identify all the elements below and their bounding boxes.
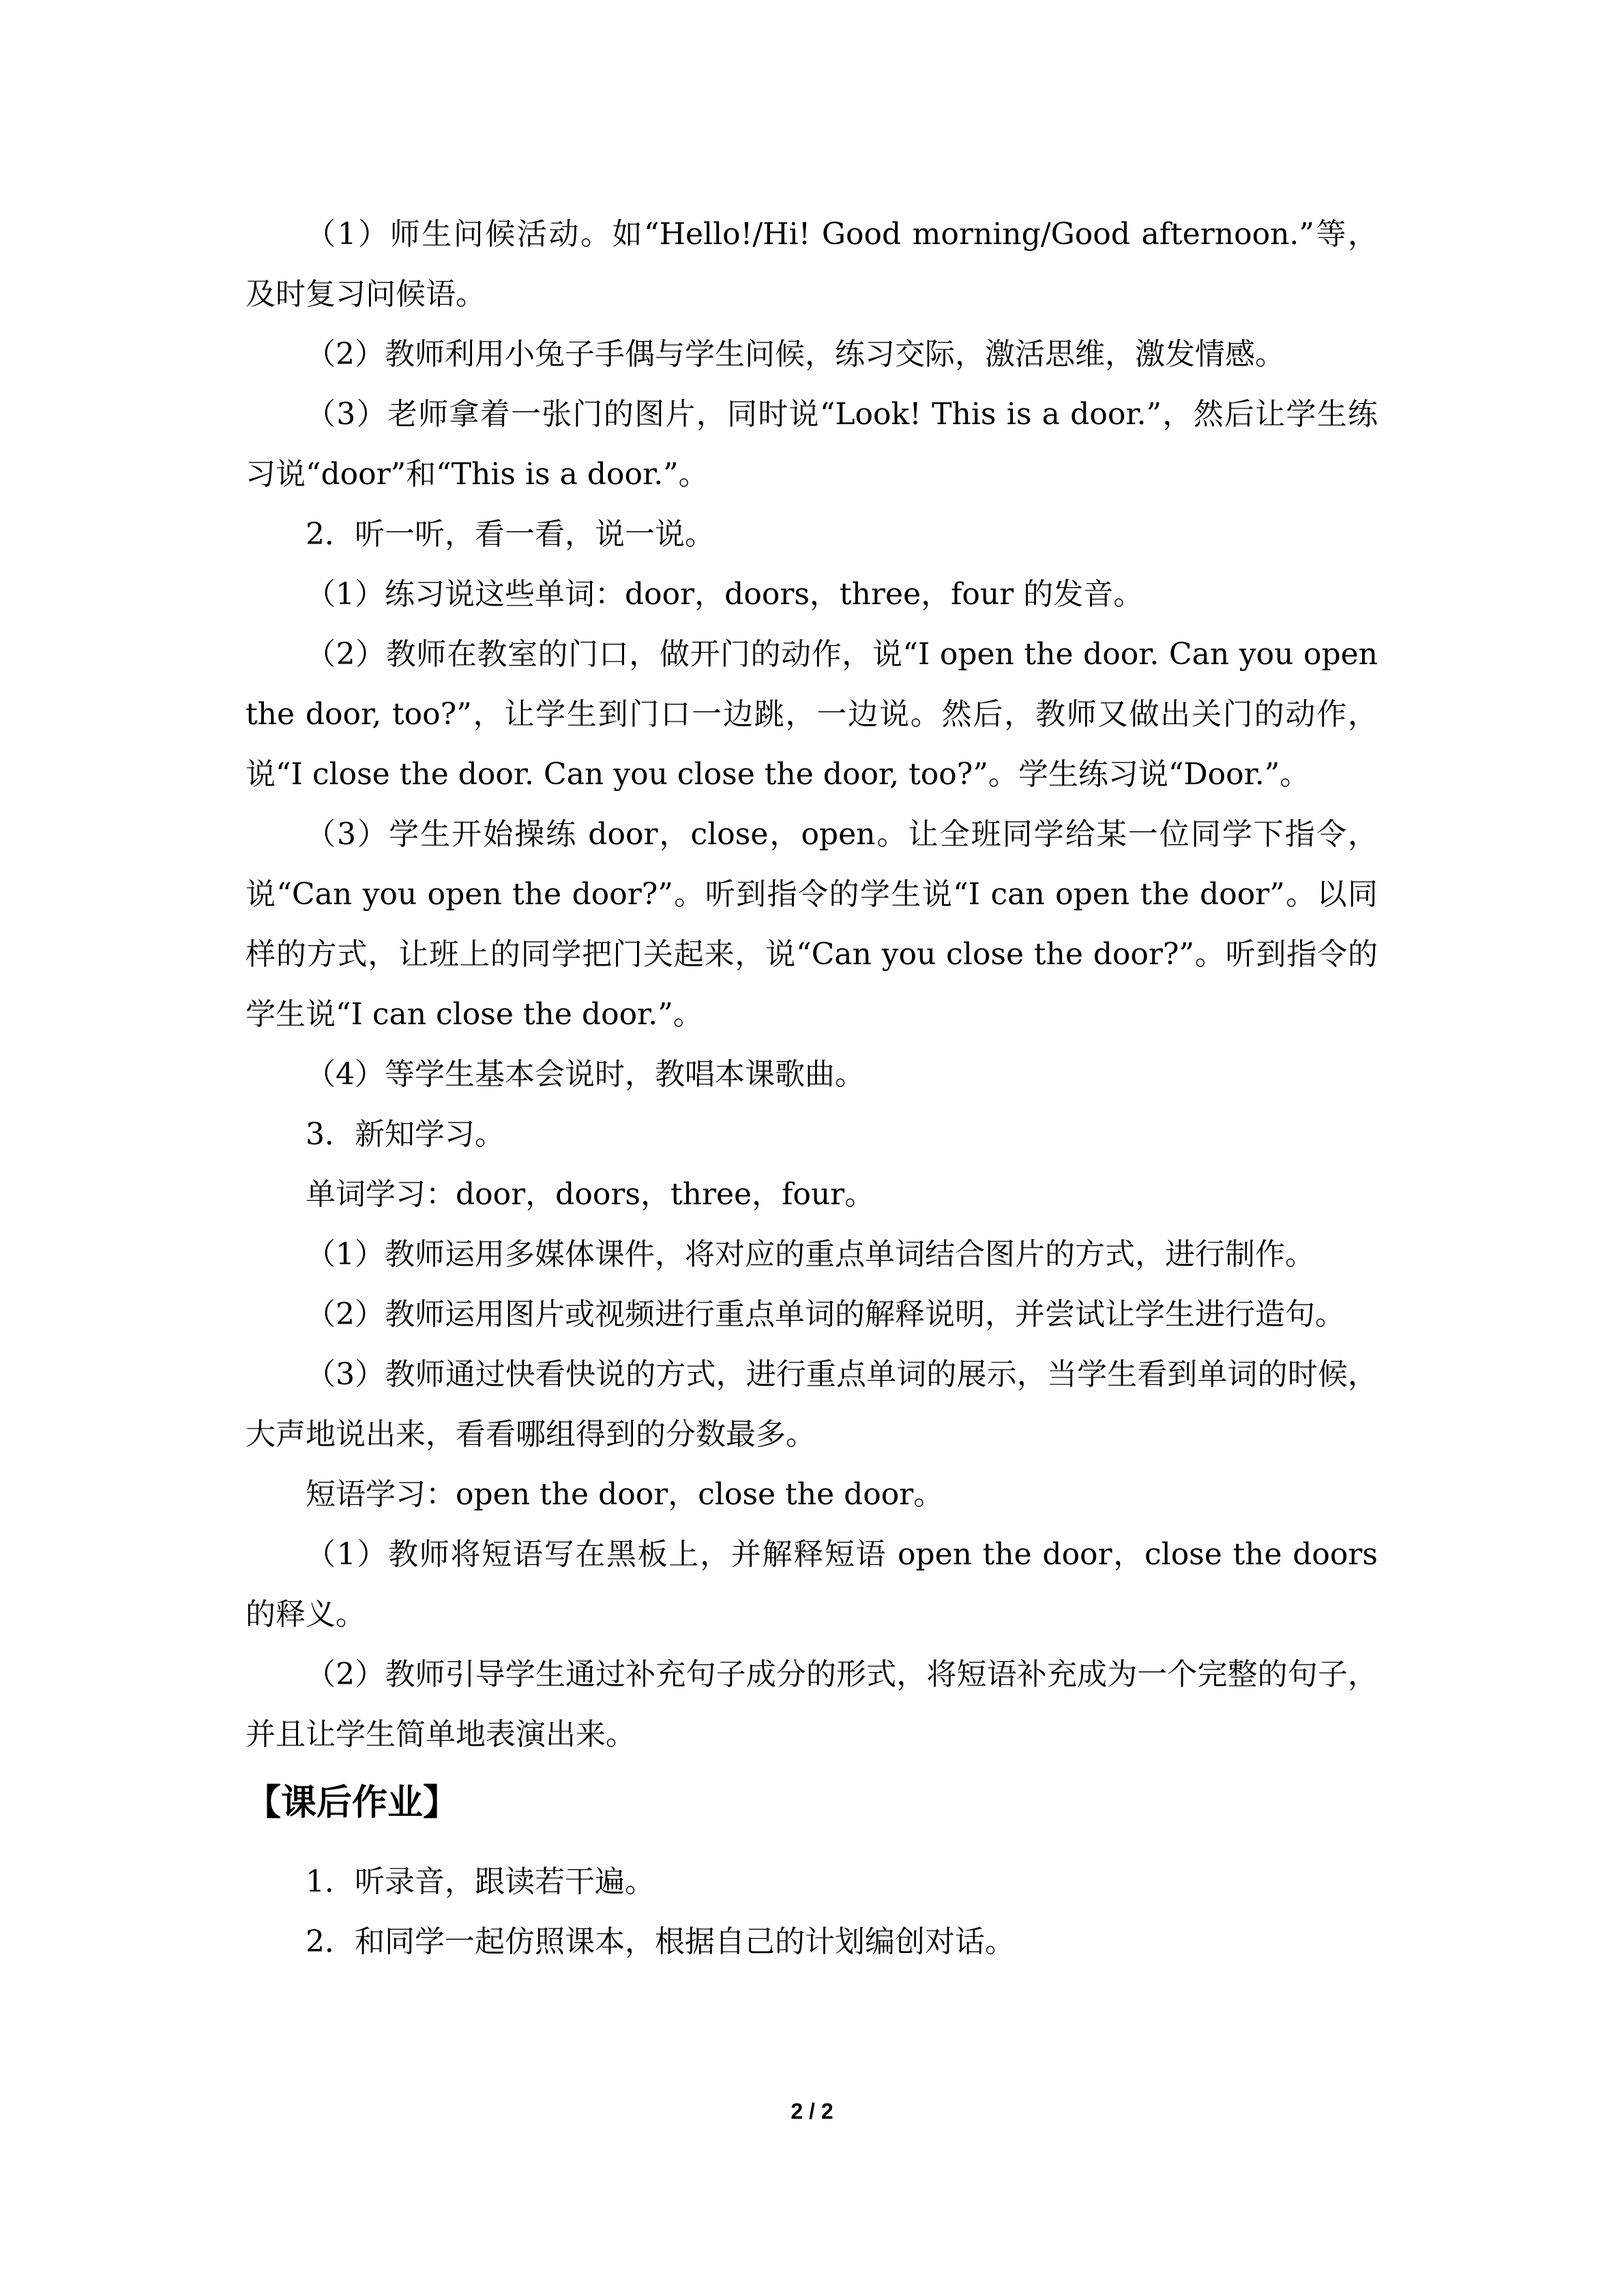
- paragraph: 2．听一听，看一看，说一说。: [306, 517, 715, 552]
- paragraph: 短语学习：open the door，close the door。: [306, 1477, 944, 1512]
- page-number: 2 / 2: [791, 2099, 833, 2123]
- homework-heading: 【课后作业】: [246, 1783, 459, 1823]
- paragraph: （2）教师运用图片或视频进行重点单词的解释说明，并尝试让学生进行造句。: [306, 1297, 1345, 1332]
- paragraph: 单词学习：door，doors，three，four。: [306, 1177, 875, 1212]
- paragraph: 2．和同学一起仿照课本，根据自己的计划编创对话。: [306, 1924, 1015, 1959]
- paragraph: （1）师生问候活动。如“Hello!/Hi! Good morning/Good afternoon.”等，及时复习问候语。: [246, 217, 1378, 312]
- paragraph: （1）教师运用多媒体课件，将对应的重点单词结合图片的方式，进行制作。: [306, 1237, 1315, 1272]
- paragraph: （3）老师拿着一张门的图片，同时说“Look! This is a door.”，然后让学生练习说“door”和“This is a door.”。: [246, 397, 1378, 492]
- paragraph: （2）教师引导学生通过补充句子成分的形式，将短语补充成为一个完整的句子，并且让学生简单地表演出来。: [246, 1657, 1378, 1752]
- paragraph: （2）教师利用小兔子手偶与学生问候，练习交际，激活思维，激发情感。: [306, 337, 1285, 372]
- document-body: [246, 205, 1378, 1972]
- paragraph: （3）学生开始操练 door，close，open。让全班同学给某一位同学下指令，说“Can you open the door?”。听到指令的学生说“I can open the door”。以同样的方式，让班上的同学把门关起来，说“Can you close the door?”。听到指令的学生说“I can close the door.”。: [246, 817, 1378, 1032]
- paragraph: （3）教师通过快看快说的方式，进行重点单词的展示，当学生看到单词的时候，大声地说出来，看看哪组得到的分数最多。: [246, 1357, 1378, 1452]
- paragraph: 1．听录音，跟读若干遍。: [306, 1864, 655, 1899]
- paragraph: （4）等学生基本会说时，教唱本课歌曲。: [306, 1057, 865, 1092]
- paragraph: （1）练习说这些单词：door，doors，three，four 的发音。: [306, 577, 1144, 612]
- paragraph: （1）教师将短语写在黑板上，并解释短语 open the door，close the doors 的释义。: [246, 1537, 1378, 1632]
- paragraph: （2）教师在教室的门口，做开门的动作，说“I open the door. Can you open the door, too?”，让学生到门口一边跳，一边说。然后，教师又做出关门的动作，说“I close the door. Can you close the door, too?”。学生练习说“Door.”。: [246, 637, 1378, 792]
- paragraph: 3．新知学习。: [306, 1117, 505, 1152]
